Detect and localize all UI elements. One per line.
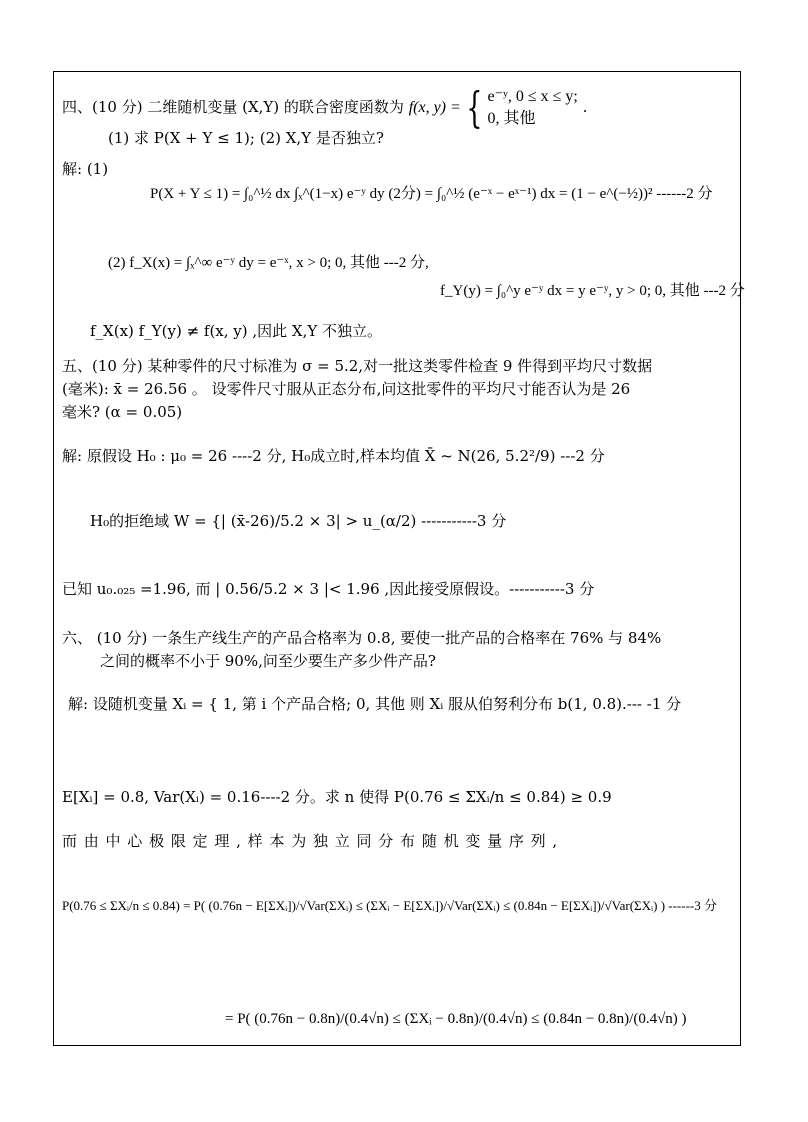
q4-solution-1: P(X + Y ≤ 1) = ∫₀^½ dx ∫ₓ^(1−x) e⁻ʸ dy (2分) = ∫₀^½ (e⁻ˣ − eˣ⁻¹) dx = (1 − e^(−½))² ------2 分 — [150, 186, 713, 202]
q4-solution-2a: (2) f_X(x) = ∫ₓ^∞ e⁻ʸ dy = e⁻ˣ, x > 0; 0, 其他 ---2 分, — [108, 255, 429, 271]
q4-func: f(x, y) = — [408, 99, 461, 116]
q6-solution-4: P(0.76 ≤ ΣXᵢ/n ≤ 0.84) = P( (0.76n − E[ΣXᵢ])/√Var(ΣXᵢ) ≤ (ΣXᵢ − E[ΣXᵢ])/√Var(ΣXᵢ) ≤ (0.84n − E[ΣXᵢ])/√Var(ΣXᵢ) ) ------3 分 — [62, 898, 718, 913]
q4-prompt: 四、(10 分) 二维随机变量 (X,Y) 的联合密度函数为 — [62, 98, 404, 116]
q4-solution-2b: f_Y(y) = ∫₀^y e⁻ʸ dx = y e⁻ʸ, y > 0; 0, 其他 ---2 分 — [440, 283, 745, 299]
q6-line-2: 之间的概率不小于 90%,问至少要生产多少件产品? — [100, 652, 436, 670]
q4-solution-label: 解: (1) — [62, 160, 109, 178]
q5-solution-2: H₀的拒绝域 W = {| (x̄-26)/5.2 × 3| > u_(α/2) -----------3 分 — [90, 512, 507, 530]
q6-solution-5: = P( (0.76n − 0.8n)/(0.4√n) ≤ (ΣXᵢ − 0.8n)/(0.4√n) ≤ (0.84n − 0.8n)/(0.4√n) ) — [225, 1011, 687, 1027]
q5-solution-3: 已知 u₀.₀₂₅ =1.96, 而 | 0.56/5.2 × 3 |< 1.96 ,因此接受原假设。-----------3 分 — [62, 580, 595, 598]
q4-case1: e⁻ʸ, 0 ≤ x ≤ y; — [487, 88, 578, 105]
q5-line-3: 毫米? (α = 0.05) — [62, 403, 183, 421]
q4-conclusion: f_X(x) f_Y(y) ≠ f(x, y) ,因此 X,Y 不独立。 — [90, 322, 383, 340]
q4-case2: 0, 其他 — [487, 110, 536, 127]
q4-subquestions: (1) 求 P(X + Y ≤ 1); (2) X,Y 是否独立? — [108, 129, 384, 147]
q5-solution-1: 解: 原假设 H₀ : μ₀ = 26 ----2 分, H₀成立时,样本均值 X̄ ~ N(26, 5.2²/9) ---2 分 — [62, 447, 605, 465]
q4-end: . — [582, 98, 588, 116]
q6-solution-1: 解: 设随机变量 Xᵢ = { 1, 第 i 个产品合格; 0, 其他 则 Xᵢ 服从伯努利分布 b(1, 0.8).--- -1 分 — [68, 695, 682, 713]
q6-solution-2: E[Xᵢ] = 0.8, Var(Xᵢ) = 0.16----2 分。求 n 使得 P(0.76 ≤ ΣXᵢ/n ≤ 0.84) ≥ 0.9 — [62, 788, 612, 806]
q5-line-1: 五、(10 分) 某种零件的尺寸标准为 σ = 5.2,对一批这类零件检查 9 件得到平均尺寸数据 — [62, 357, 653, 375]
q4-prompt-line: 四、(10 分) 二维随机变量 (X,Y) 的联合密度函数为 f(x, y) = { e⁻ʸ, 0 ≤ x ≤ y; 0, 其他 . — [62, 83, 588, 132]
q6-line-1: 六、 (10 分) 一条生产线生产的产品合格率为 0.8, 要使一批产品的合格率在 76% 与 84% — [62, 629, 662, 647]
q5-line-2: (毫米): x̄ = 26.56 。 设零件尺寸服从正态分布,问这批零件的平均尺寸能否认为是 26 — [62, 380, 631, 398]
q6-solution-3: 而 由 中 心 极 限 定 理 , 样 本 为 独 立 同 分 布 随 机 变 量 序 列 , — [62, 832, 559, 850]
